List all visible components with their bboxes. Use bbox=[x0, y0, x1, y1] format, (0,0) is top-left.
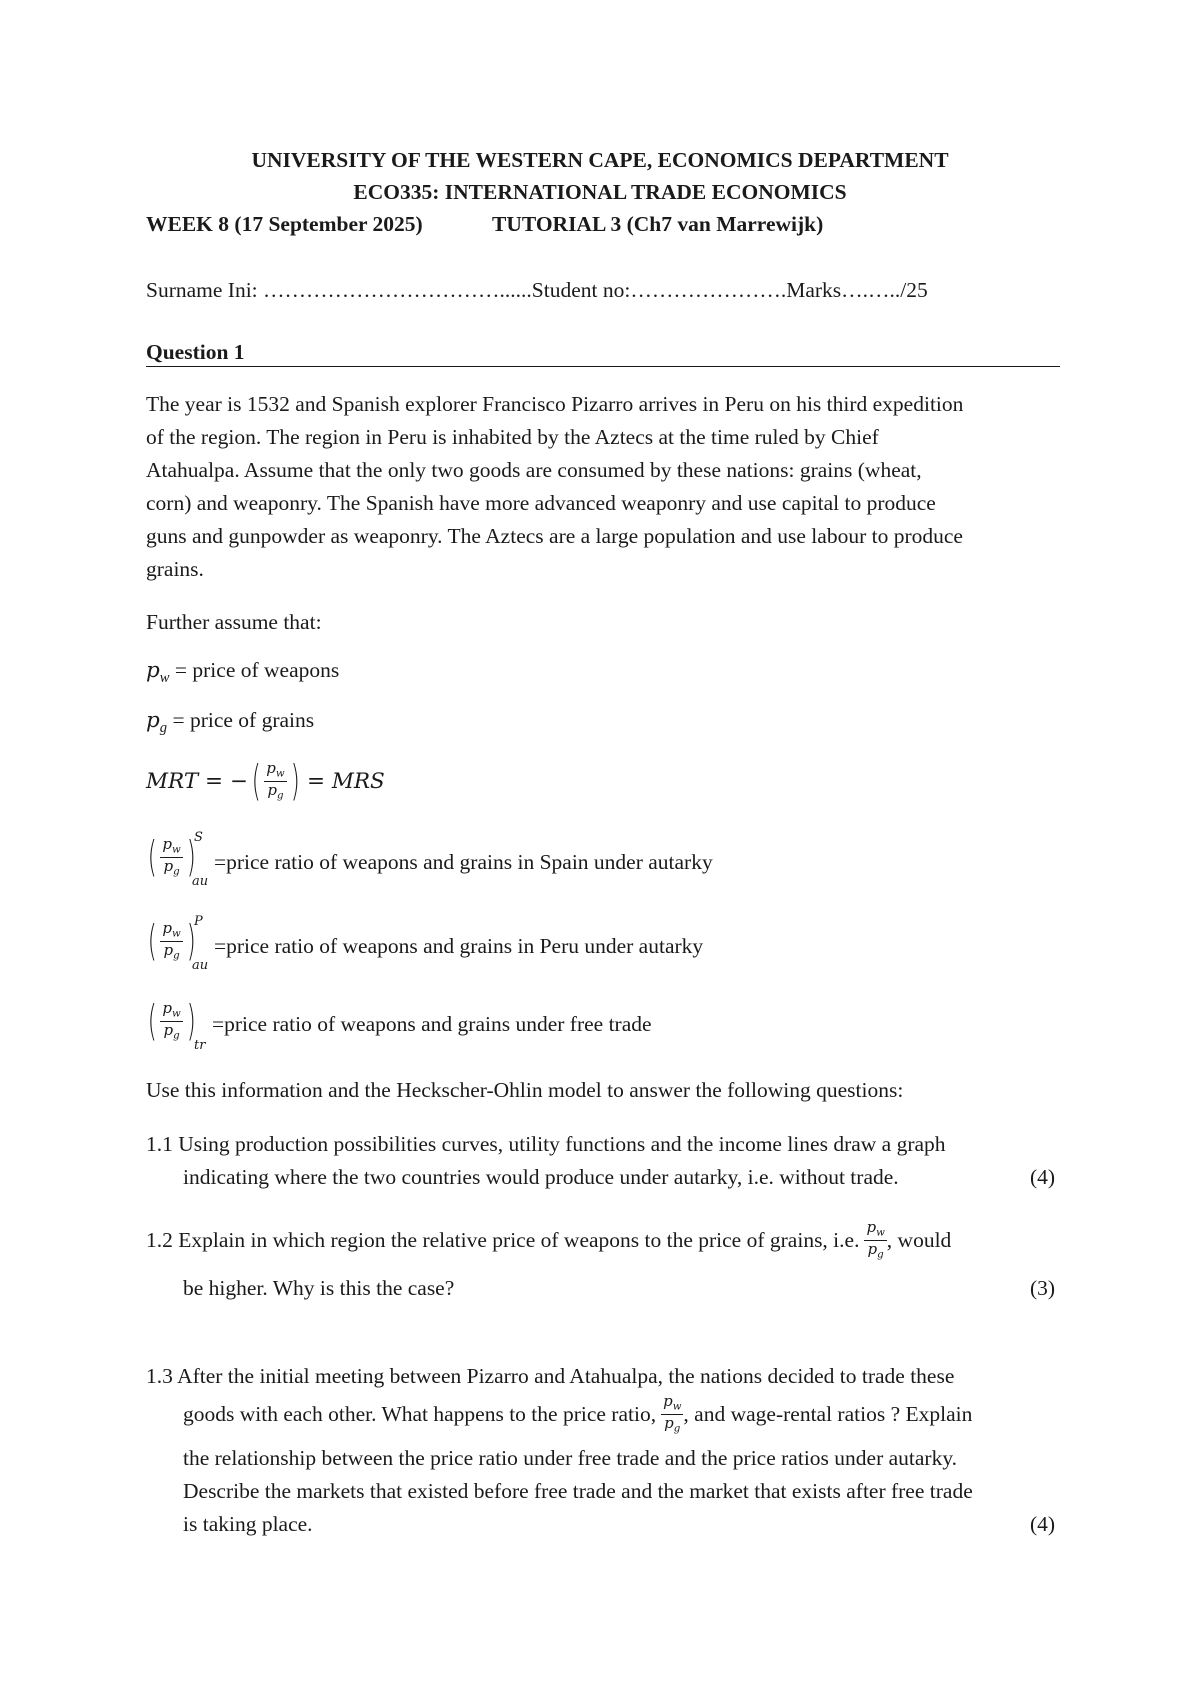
left-paren: ( bbox=[147, 916, 157, 965]
question-heading bbox=[146, 340, 1060, 367]
fraction-subscript: g bbox=[276, 790, 284, 802]
trade-fraction bbox=[160, 998, 182, 1042]
q1-1-marks: (4) bbox=[1030, 1165, 1056, 1189]
fraction-subscript: g bbox=[173, 950, 180, 962]
intro-line-5: guns and gunpowder as weaponry. The Aztecs are a large population and use labour to produce bbox=[146, 524, 963, 548]
right-paren: ) bbox=[186, 996, 196, 1045]
student-info-line: Surname Ini: ……………………………......Student no:………………….Marks….…../25 bbox=[146, 278, 928, 302]
fraction-subscript: w bbox=[172, 1008, 181, 1020]
peru-subscript: au bbox=[192, 958, 209, 973]
fraction-denominator: $p_g$ bbox=[163, 940, 180, 962]
pw-subscript: w bbox=[159, 670, 170, 687]
spain-text: =price ratio of weapons and grains in Spain under autarky bbox=[214, 850, 713, 874]
peru-text: =price ratio of weapons and grains in Peru under autarky bbox=[214, 934, 704, 958]
q1-2-line-1 bbox=[146, 1218, 951, 1262]
fraction-subscript: w bbox=[672, 1401, 682, 1413]
fraction-subscript: g bbox=[173, 1030, 180, 1042]
further-assume: Further assume that: bbox=[146, 610, 322, 634]
pw-symbol: p bbox=[146, 658, 160, 683]
intro-line-4: corn) and weaponry. The Spanish have more advanced weaponry and use capital to produce bbox=[146, 491, 936, 515]
pg-text: = price of grains bbox=[172, 708, 315, 732]
q1-2-text-a: 1.2 Explain in which region the relative price of weapons to the price of grains, i.e. bbox=[146, 1227, 860, 1252]
q1-3-line-5: is taking place. bbox=[183, 1512, 313, 1536]
pg-subscript: g bbox=[159, 720, 168, 737]
q1-3-fraction bbox=[661, 1391, 683, 1435]
q1-2-line-2: be higher. Why is this the case? bbox=[183, 1276, 455, 1300]
intro-line-6: grains. bbox=[146, 557, 204, 581]
mrt-right: = MRS bbox=[307, 768, 385, 794]
fraction-numerator: $p_w$ bbox=[661, 1394, 683, 1415]
trade-subscript: tr bbox=[194, 1038, 206, 1053]
header-tutorial: TUTORIAL 3 (Ch7 van Marrewijk) bbox=[492, 212, 824, 236]
peru-superscript: P bbox=[194, 914, 203, 929]
mrt-fraction bbox=[264, 758, 286, 802]
fraction-numerator: $p_w$ bbox=[160, 837, 182, 858]
use-info: Use this information and the Heckscher-Ohlin model to answer the following questions: bbox=[146, 1078, 904, 1102]
fraction-numerator: $p_w$ bbox=[264, 761, 286, 782]
peru-ratio bbox=[144, 916, 199, 965]
spain-fraction bbox=[160, 834, 182, 878]
fraction-subscript: w bbox=[172, 928, 181, 940]
fraction-subscript: w bbox=[275, 768, 285, 780]
q1-2-fraction bbox=[864, 1217, 886, 1261]
q1-1-line-2: indicating where the two countries would produce under autarky, i.e. without trade. bbox=[183, 1165, 899, 1189]
q1-1-line-1: 1.1 Using production possibilities curves, utility functions and the income lines draw a graph bbox=[146, 1132, 946, 1156]
peru-fraction bbox=[160, 918, 182, 962]
fraction-subscript: g bbox=[877, 1249, 884, 1261]
pw-text: = price of weapons bbox=[174, 658, 340, 682]
q1-3-line-2 bbox=[183, 1392, 972, 1436]
right-paren: ) bbox=[186, 832, 196, 881]
spain-subscript: au bbox=[192, 874, 209, 889]
fraction-subscript: g bbox=[173, 866, 180, 878]
intro-line-3: Atahualpa. Assume that the only two goods are consumed by these nations: grains (wheat, bbox=[146, 458, 922, 482]
q1-3-text-b: , and wage-rental ratios ? Explain bbox=[683, 1401, 973, 1426]
right-paren: ) bbox=[290, 756, 300, 805]
spain-ratio bbox=[144, 832, 199, 881]
fraction-denominator: $p_g$ bbox=[867, 1239, 884, 1261]
mrt-equation bbox=[146, 756, 385, 806]
fraction-numerator: $p_w$ bbox=[160, 1001, 182, 1022]
fraction-denominator: $p_g$ bbox=[163, 856, 180, 878]
q1-3-line-1: 1.3 After the initial meeting between Pizarro and Atahualpa, the nations decided to trade these bbox=[146, 1364, 955, 1388]
trade-ratio bbox=[144, 996, 199, 1045]
fraction-denominator: $p_g$ bbox=[664, 1413, 681, 1435]
left-paren: ( bbox=[147, 832, 157, 881]
fraction-numerator: $p_w$ bbox=[864, 1220, 886, 1241]
right-paren: ) bbox=[186, 916, 196, 965]
q1-3-text-a: goods with each other. What happens to the price ratio, bbox=[183, 1401, 657, 1426]
pg-symbol: p bbox=[146, 708, 160, 733]
def-pw bbox=[146, 658, 339, 687]
left-paren: ( bbox=[147, 996, 157, 1045]
intro-line-1: The year is 1532 and Spanish explorer Francisco Pizarro arrives in Peru on his third expedition bbox=[146, 392, 964, 416]
q1-3-line-3: the relationship between the price ratio under free trade and the price ratios under autarky. bbox=[183, 1446, 958, 1470]
spain-superscript: S bbox=[194, 830, 203, 845]
mrt-left: MRT = − bbox=[146, 768, 248, 794]
intro-line-2: of the region. The region in Peru is inhabited by the Aztecs at the time ruled by Chief bbox=[146, 425, 879, 449]
q1-3-line-4: Describe the markets that existed before free trade and the market that exists after free trade bbox=[183, 1479, 973, 1503]
left-paren: ( bbox=[251, 756, 261, 805]
q1-2-text-b: , would bbox=[886, 1227, 952, 1252]
q1-3-marks: (4) bbox=[1030, 1512, 1056, 1536]
question-title: Question 1 bbox=[146, 340, 245, 364]
fraction-numerator: $p_w$ bbox=[160, 921, 182, 942]
fraction-denominator: $p_g$ bbox=[163, 1020, 180, 1042]
header-university: UNIVERSITY OF THE WESTERN CAPE, ECONOMICS DEPARTMENT bbox=[251, 148, 949, 172]
fraction-denominator: $p_g$ bbox=[267, 780, 284, 802]
header-course: ECO335: INTERNATIONAL TRADE ECONOMICS bbox=[353, 180, 847, 204]
fraction-subscript: w bbox=[172, 844, 181, 856]
fraction-subscript: g bbox=[673, 1423, 681, 1435]
trade-text: =price ratio of weapons and grains under free trade bbox=[212, 1012, 652, 1036]
header-week: WEEK 8 (17 September 2025) bbox=[146, 212, 423, 236]
fraction-subscript: w bbox=[876, 1227, 885, 1239]
def-pg bbox=[146, 708, 314, 737]
q1-2-marks: (3) bbox=[1030, 1276, 1056, 1300]
